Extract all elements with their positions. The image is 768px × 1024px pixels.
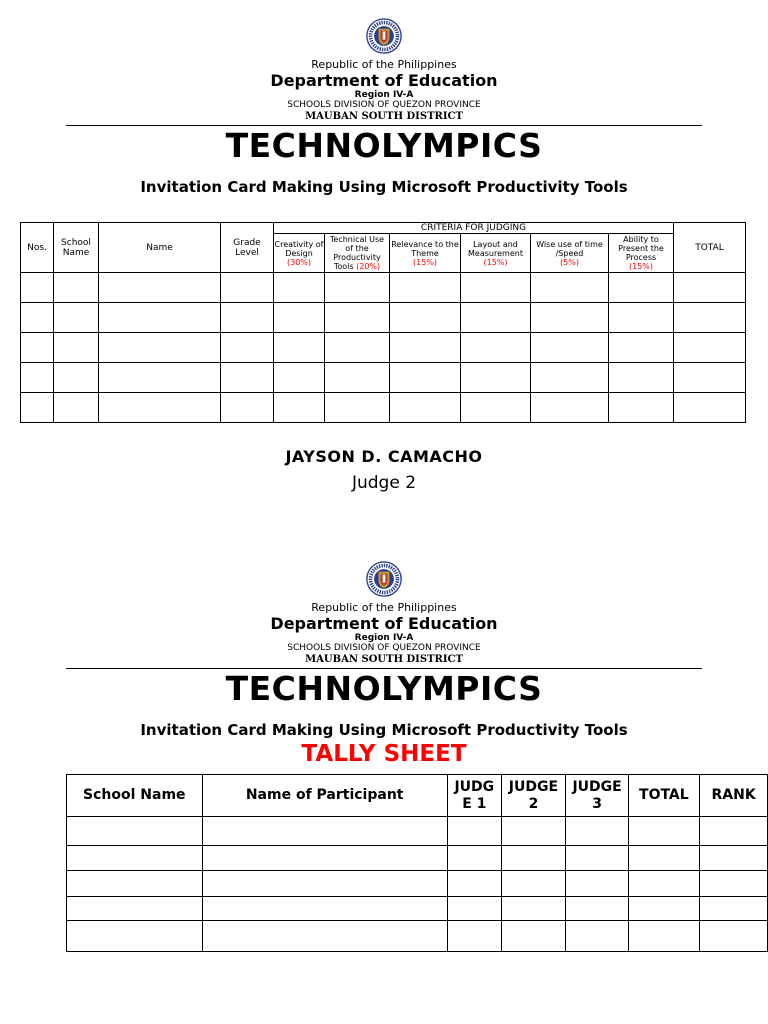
table-cell[interactable] xyxy=(274,333,325,363)
col-judge-2: JUDGE 2 xyxy=(501,775,565,817)
table-cell[interactable] xyxy=(221,363,274,393)
table-cell[interactable] xyxy=(629,897,699,921)
table-cell[interactable] xyxy=(447,846,501,871)
table-cell[interactable] xyxy=(325,333,390,363)
criterion-weight: (15%) xyxy=(412,257,438,267)
table-cell[interactable] xyxy=(501,871,565,897)
col-school-name: School Name xyxy=(67,775,203,817)
table-cell[interactable] xyxy=(67,817,203,846)
table-cell[interactable] xyxy=(202,871,447,897)
col-judge-1: JUDG E 1 xyxy=(447,775,501,817)
table-row xyxy=(21,363,746,393)
division-label: SCHOOLS DIVISION OF QUEZON PROVINCE xyxy=(287,100,481,110)
criteria-header: CRITERIA FOR JUDGING xyxy=(274,223,674,234)
table-row xyxy=(21,333,746,363)
table-row xyxy=(21,273,746,303)
republic-label: Republic of the Philippines xyxy=(311,601,457,614)
col-judge-3: JUDGE 3 xyxy=(565,775,628,817)
table-cell[interactable] xyxy=(21,363,54,393)
table-cell[interactable] xyxy=(699,817,768,846)
table-row xyxy=(67,846,768,871)
tally-sheet-title: TALLY SHEET xyxy=(301,741,467,767)
criterion-weight: (15%) xyxy=(483,257,508,267)
event-title: TECHNOLYMPICS xyxy=(225,126,543,165)
table-cell[interactable] xyxy=(609,363,674,393)
table-row xyxy=(67,897,768,921)
table-cell[interactable] xyxy=(674,273,746,303)
table-cell[interactable] xyxy=(67,921,203,952)
table-cell[interactable] xyxy=(390,303,461,333)
table-cell[interactable] xyxy=(67,897,203,921)
table-cell[interactable] xyxy=(447,897,501,921)
division-label: SCHOOLS DIVISION OF QUEZON PROVINCE xyxy=(287,643,481,653)
table-cell[interactable] xyxy=(609,333,674,363)
col-participant: Name of Participant xyxy=(202,775,447,817)
table-cell[interactable] xyxy=(221,333,274,363)
table-cell[interactable] xyxy=(21,393,54,423)
criterion-creativity xyxy=(274,234,325,273)
table-row xyxy=(67,871,768,897)
table-cell[interactable] xyxy=(447,871,501,897)
table-cell[interactable] xyxy=(325,273,390,303)
table-cell[interactable] xyxy=(54,363,99,393)
criterion-label: Technical Use of the Productivity Tools xyxy=(329,235,385,271)
table-cell[interactable] xyxy=(99,363,221,393)
tally-table xyxy=(66,774,768,952)
table-cell[interactable] xyxy=(99,393,221,423)
criterion-weight: (5%) xyxy=(560,257,579,267)
event-subtitle: Invitation Card Making Using Microsoft Productivity Tools xyxy=(140,721,628,739)
table-cell[interactable] xyxy=(699,846,768,871)
judge-name: JAYSON D. CAMACHO xyxy=(285,447,483,466)
criterion-weight: (20%) xyxy=(356,262,381,271)
table-cell[interactable] xyxy=(629,921,699,952)
table-cell[interactable] xyxy=(99,333,221,363)
event-title: TECHNOLYMPICS xyxy=(225,669,543,708)
table-cell[interactable] xyxy=(99,273,221,303)
criterion-label: Ability to Present the Process xyxy=(618,235,664,262)
table-cell[interactable] xyxy=(501,846,565,871)
table-cell[interactable] xyxy=(629,846,699,871)
table-cell[interactable] xyxy=(461,363,531,393)
col-nos: Nos. xyxy=(21,223,54,273)
criterion-layout xyxy=(461,234,531,273)
table-cell[interactable] xyxy=(565,871,628,897)
table-cell[interactable] xyxy=(461,273,531,303)
table-cell[interactable] xyxy=(202,817,447,846)
table-cell[interactable] xyxy=(202,897,447,921)
table-cell[interactable] xyxy=(54,333,99,363)
table-cell[interactable] xyxy=(390,363,461,393)
col-name: Name xyxy=(99,223,221,273)
republic-label: Republic of the Philippines xyxy=(311,58,457,71)
criterion-label: Relevance to the Theme xyxy=(391,239,459,258)
criterion-label: Creativity of Design xyxy=(274,239,324,258)
table-cell[interactable] xyxy=(609,393,674,423)
table-cell[interactable] xyxy=(609,303,674,333)
table-row xyxy=(21,303,746,333)
table-cell[interactable] xyxy=(274,363,325,393)
department-title: Department of Education xyxy=(270,71,498,90)
region-label: Region IV-A xyxy=(354,90,414,100)
table-cell[interactable] xyxy=(390,333,461,363)
table-row xyxy=(67,921,768,952)
table-cell[interactable] xyxy=(461,333,531,363)
table-cell[interactable] xyxy=(390,393,461,423)
table-cell[interactable] xyxy=(674,393,746,423)
table-cell[interactable] xyxy=(221,273,274,303)
deped-seal-icon xyxy=(366,561,402,597)
table-cell[interactable] xyxy=(274,393,325,423)
table-cell[interactable] xyxy=(531,273,609,303)
table-cell[interactable] xyxy=(67,846,203,871)
table-header-row xyxy=(67,775,768,817)
table-header-row xyxy=(21,223,746,234)
table-row xyxy=(21,393,746,423)
table-cell[interactable] xyxy=(565,921,628,952)
table-cell[interactable] xyxy=(274,303,325,333)
event-subtitle: Invitation Card Making Using Microsoft Productivity Tools xyxy=(140,178,628,196)
table-cell[interactable] xyxy=(325,303,390,333)
criterion-ability xyxy=(609,234,674,273)
table-cell[interactable] xyxy=(699,921,768,952)
region-label: Region IV-A xyxy=(354,633,414,643)
deped-seal-icon xyxy=(366,18,402,54)
table-cell[interactable] xyxy=(565,846,628,871)
table-cell[interactable] xyxy=(54,393,99,423)
criterion-label: Layout and Measurement xyxy=(468,239,523,258)
criterion-label: Wise use of time /Speed xyxy=(536,239,603,258)
table-cell[interactable] xyxy=(629,871,699,897)
table-cell[interactable] xyxy=(67,871,203,897)
table-cell[interactable] xyxy=(674,303,746,333)
table-cell[interactable] xyxy=(99,303,221,333)
table-cell[interactable] xyxy=(699,897,768,921)
table-cell[interactable] xyxy=(501,897,565,921)
table-cell[interactable] xyxy=(447,921,501,952)
table-cell[interactable] xyxy=(202,846,447,871)
table-cell[interactable] xyxy=(390,273,461,303)
table-cell[interactable] xyxy=(54,303,99,333)
col-school-name: School Name xyxy=(54,223,99,273)
table-cell[interactable] xyxy=(674,363,746,393)
judging-criteria-table xyxy=(20,222,746,423)
table-cell[interactable] xyxy=(531,333,609,363)
table-cell[interactable] xyxy=(674,333,746,363)
table-cell[interactable] xyxy=(21,273,54,303)
table-cell[interactable] xyxy=(531,303,609,333)
table-cell[interactable] xyxy=(531,363,609,393)
table-cell[interactable] xyxy=(531,393,609,423)
table-cell[interactable] xyxy=(699,871,768,897)
district-label: MAUBAN SOUTH DISTRICT xyxy=(305,111,463,122)
criterion-weight: (15%) xyxy=(628,262,654,271)
col-rank: RANK xyxy=(699,775,768,817)
table-cell[interactable] xyxy=(501,817,565,846)
table-cell[interactable] xyxy=(221,303,274,333)
table-cell[interactable] xyxy=(461,303,531,333)
table-cell[interactable] xyxy=(609,273,674,303)
table-cell[interactable] xyxy=(565,817,628,846)
table-cell[interactable] xyxy=(54,273,99,303)
table-cell[interactable] xyxy=(221,393,274,423)
criterion-technical xyxy=(325,234,390,273)
judge-role: Judge 2 xyxy=(351,473,417,493)
table-cell[interactable] xyxy=(447,817,501,846)
table-cell[interactable] xyxy=(21,303,54,333)
table-row xyxy=(67,817,768,846)
criterion-weight: (30%) xyxy=(286,257,312,267)
table-cell[interactable] xyxy=(325,393,390,423)
table-cell[interactable] xyxy=(274,273,325,303)
table-cell[interactable] xyxy=(21,333,54,363)
criterion-relevance xyxy=(390,234,461,273)
district-label: MAUBAN SOUTH DISTRICT xyxy=(305,654,463,665)
table-cell[interactable] xyxy=(461,393,531,423)
table-cell[interactable] xyxy=(325,363,390,393)
table-cell[interactable] xyxy=(565,897,628,921)
col-total: TOTAL xyxy=(629,775,699,817)
col-total: TOTAL xyxy=(674,223,746,273)
department-title: Department of Education xyxy=(270,614,498,633)
table-cell[interactable] xyxy=(202,921,447,952)
table-cell[interactable] xyxy=(501,921,565,952)
table-cell[interactable] xyxy=(629,817,699,846)
criterion-wise-use xyxy=(531,234,609,273)
col-grade-level: Grade Level xyxy=(221,223,274,273)
